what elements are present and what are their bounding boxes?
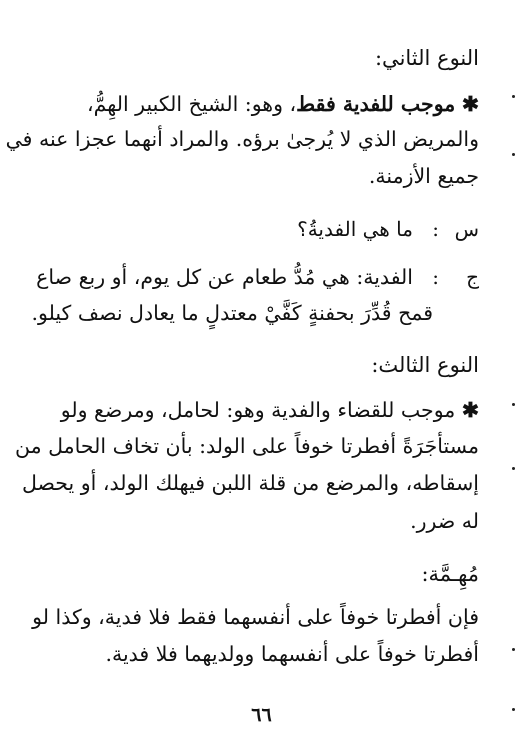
answer-label: ج <box>466 265 479 289</box>
question-separator: : <box>432 217 439 241</box>
section-three-line-1-text: موجب للقضاء والفدية وهو: لحامل، ومرضع ولو <box>60 398 456 422</box>
note-heading: مُهِـمَّة: <box>421 562 479 586</box>
edge-mark <box>512 708 515 711</box>
edge-mark <box>512 648 515 651</box>
section-three-line-1 <box>0 396 523 424</box>
question-label: س <box>454 217 479 241</box>
note-line-1: فإن أفطرتا خوفاً على أنفسهما فقط فلا فدية، وكذا لو <box>32 605 479 629</box>
section-three-line-2: مستأجَرَةً أفطرتا خوفاً على الولد: بأن تخاف الحامل من <box>15 434 479 458</box>
section-heading-type-two: النوع الثاني: <box>374 46 479 70</box>
note-line-2: أفطرتا خوفاً على أنفسهما وولديهما فلا فدية. <box>105 642 479 666</box>
edge-mark <box>512 95 515 98</box>
section-two-line-2: والمريض الذي لا يُرجىٰ برؤه. والمراد أنهما عجزا عنه في <box>5 127 479 151</box>
section-three-line-4: له ضرر. <box>410 509 479 533</box>
section-two-intro-bold: موجب للفدية فقط <box>296 92 456 116</box>
section-two-line-1 <box>0 90 523 118</box>
bullet-star-icon: ✱ <box>461 92 479 116</box>
edge-mark <box>512 153 515 156</box>
question-text: ما هي الفديةُ؟ <box>297 217 413 241</box>
answer-line-1: الفدية: هي مُدُّ طعام عن كل يوم، أو ربع صاع <box>36 265 413 289</box>
edge-mark <box>512 467 515 470</box>
edge-mark <box>512 403 515 406</box>
bullet-star-icon: ✱ <box>461 398 479 422</box>
section-two-intro-rest: ، وهو: الشيخ الكبير الهِمُّ، <box>87 92 297 116</box>
page-number: ٦٦ <box>251 704 272 726</box>
answer-line-2: قمح قُدِّرَ بحفنةٍ كَفَّيْ معتدلٍ ما يعادل نصف كيلو. <box>31 301 433 325</box>
section-two-line-3: جميع الأزمنة. <box>368 164 479 188</box>
section-heading-type-three: النوع الثالث: <box>371 353 479 377</box>
answer-separator: : <box>432 265 439 289</box>
section-three-line-3: إسقاطه، والمرضع من قلة اللبن فيهلك الولد، أو يحصل <box>21 471 479 495</box>
